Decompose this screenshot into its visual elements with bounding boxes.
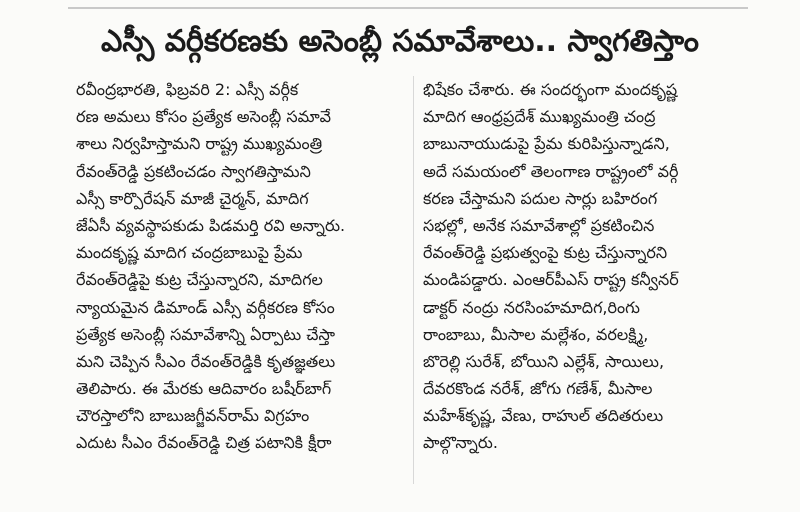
article-line: సభల్లో, అనేక సమావేశాల్లో ప్రకటించిన — [423, 215, 655, 235]
article-line: రేవంత్‌రెడ్డి ప్రకటించడం స్వాగతిస్తామని — [76, 161, 311, 181]
left-column — [76, 76, 406, 457]
article-line: డాక్టర్ నంద్రు నరసింహమాదిగ,రింగు — [423, 297, 640, 317]
article-line: రాంబాబు, మీసాల మల్లేశం, వరలక్ష్మి, — [423, 324, 649, 344]
column-divider — [413, 76, 414, 484]
article-line: ఎదుట సీఎం రేవంత్‌రెడ్డి చిత్ర పటానికి క్షీరా — [76, 433, 332, 453]
article-line: శాలు నిర్వహిస్తామని రాష్ట్ర ముఖ్యమంత్రి — [76, 134, 323, 154]
article-line: జేఏసీ వ్యవస్థాపకుడు పిడమర్తి రవి అన్నారు. — [76, 215, 346, 235]
headline: ఎస్సీ వర్గీకరణకు అసెంబ్లీ సమావేశాలు.. స్వాగతిస్తాం — [101, 24, 699, 59]
article-line: భిషేకం చేశారు. ఈ సందర్భంగా మందకృష్ణ — [423, 80, 678, 99]
article-line: దేవరకొండ నరేశ్, జోగు గణేశ్, మీసాల — [423, 379, 653, 399]
article-line: మని చెప్పిన సీఎం రేవంత్‌రెడ్డికి కృతజ్ఞతలు — [76, 351, 336, 371]
article-line: న్యాయమైన డిమాండ్ ఎస్సీ వర్గీకరణ కోసం — [76, 297, 335, 317]
article-line: బాబునాయుడుపై ప్రేమ కురిపిస్తున్నాడని, — [423, 134, 670, 154]
top-rule — [68, 0, 748, 9]
article-line: తెలిపారు. ఈ మేరకు ఆదివారం బషీర్‌బాగ్ — [76, 379, 332, 399]
article-line: రేవంత్‌రెడ్డి ప్రభుత్వంపై కుట్ర చేస్తున్నారని — [423, 243, 668, 263]
article-line: ఎస్సీ కార్పొరేషన్ మాజీ చైర్మన్, మాదిగ — [76, 188, 309, 208]
article-line: మందకృష్ణ మాదిగ చంద్రబాబుపై ప్రేమ — [76, 243, 303, 263]
right-column — [423, 76, 753, 457]
article-line: ప్రత్యేక అసెంబ్లీ సమావేశాన్ని ఏర్పాటు చేస్తా — [76, 324, 335, 344]
article-line: చౌరస్తాలోని బాబుజగ్జీవన్‌రామ్ విగ్రహం — [76, 406, 310, 426]
article-line: రవీంద్రభారతి, ఫిబ్రవరి 2: ఎస్సీ వర్గీక — [76, 80, 299, 99]
article-line: మాదిగ ఆంధ్రప్రదేశ్ ముఖ్యమంత్రి చంద్ర — [423, 107, 656, 127]
article-line: పాల్గొన్నారు. — [423, 433, 498, 453]
article-line: అదే సమయంలో తెలంగాణ రాష్ట్రంలో వర్గీ — [423, 161, 679, 181]
article-line: మండిపడ్డారు. ఎంఆర్‌పీఎస్ రాష్ట్ర కన్వీనర్ — [423, 270, 679, 290]
article-line: రేవంత్‌రెడ్డిపై కుట్ర చేస్తున్నారని, మాదిగల — [76, 270, 323, 290]
article-line: మహేశ్‌కృష్ణ, వేణు, రాహుల్ తదితరులు — [423, 406, 664, 426]
article-line: కరణ చేస్తామని పదుల సార్లు బహిరంగ — [423, 188, 658, 208]
article-line: రణ అమలు కోసం ప్రత్యేక అసెంబ్లీ సమావే — [76, 107, 332, 127]
article-line: బొరెల్లి సురేశ్, బోయిని ఎల్లేశ్, సాయిలు, — [423, 351, 665, 371]
